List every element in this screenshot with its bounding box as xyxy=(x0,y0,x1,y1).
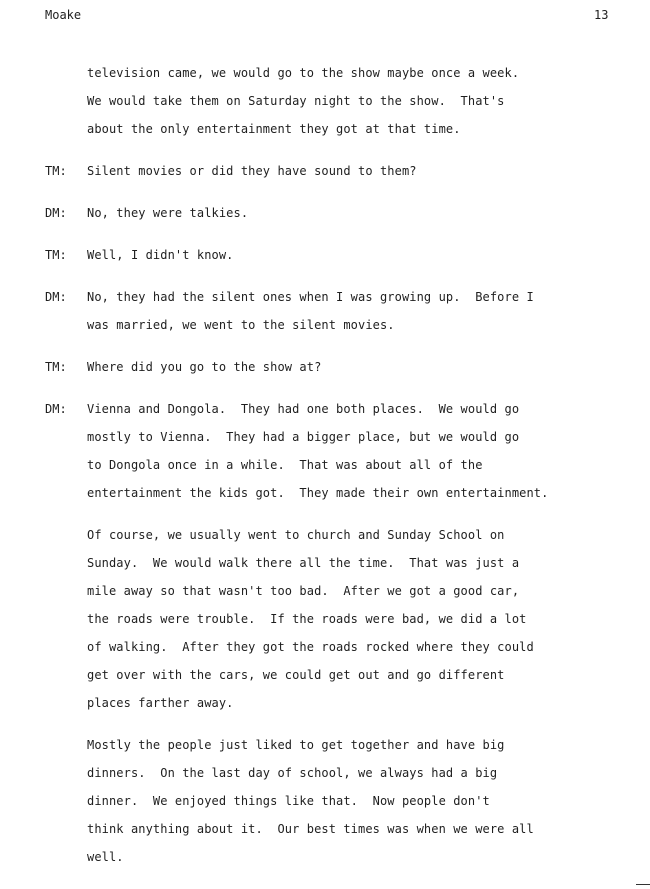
transcript-line: Silent movies or did they have sound to them? xyxy=(87,164,417,178)
transcript-line: was married, we went to the silent movies. xyxy=(87,318,395,332)
transcript-line: No, they had the silent ones when I was growing up. Before I xyxy=(87,290,534,304)
transcript-line: Mostly the people just liked to get together and have big xyxy=(87,738,505,752)
transcript-line: places farther away. xyxy=(87,696,234,710)
transcript-line: get over with the cars, we could get out and go different xyxy=(87,668,505,682)
transcript-line: well. xyxy=(87,850,124,864)
page-number: 13 xyxy=(594,8,609,22)
speaker-label: TM: xyxy=(45,164,67,178)
transcript-line: No, they were talkies. xyxy=(87,206,249,220)
transcript-line: mile away so that wasn't too bad. After we got a good car, xyxy=(87,584,520,598)
speaker-label: DM: xyxy=(45,402,67,416)
transcript-line: to Dongola once in a while. That was about all of the xyxy=(87,458,483,472)
transcript-line: Where did you go to the show at? xyxy=(87,360,322,374)
transcript-line: about the only entertainment they got at that time. xyxy=(87,122,461,136)
corner-mark xyxy=(636,884,650,885)
transcript-line: We would take them on Saturday night to the show. That's xyxy=(87,94,505,108)
transcript-line: Vienna and Dongola. They had one both places. We would go xyxy=(87,402,520,416)
speaker-label: DM: xyxy=(45,290,67,304)
transcript-line: dinner. We enjoyed things like that. Now people don't xyxy=(87,794,490,808)
speaker-label: DM: xyxy=(45,206,67,220)
transcript-line: of walking. After they got the roads rocked where they could xyxy=(87,640,534,654)
transcript-line: Of course, we usually went to church and Sunday School on xyxy=(87,528,505,542)
transcript-line: dinners. On the last day of school, we always had a big xyxy=(87,766,498,780)
transcript-line: mostly to Vienna. They had a bigger place, but we would go xyxy=(87,430,520,444)
header-name: Moake xyxy=(45,8,82,22)
transcript-line: the roads were trouble. If the roads were bad, we did a lot xyxy=(87,612,527,626)
transcript-line: entertainment the kids got. They made their own entertainment. xyxy=(87,486,549,500)
speaker-label: TM: xyxy=(45,360,67,374)
transcript-line: Sunday. We would walk there all the time. That was just a xyxy=(87,556,520,570)
transcript-line: think anything about it. Our best times was when we were all xyxy=(87,822,534,836)
speaker-label: TM: xyxy=(45,248,67,262)
transcript-line: Well, I didn't know. xyxy=(87,248,234,262)
transcript-line: television came, we would go to the show maybe once a week. xyxy=(87,66,520,80)
